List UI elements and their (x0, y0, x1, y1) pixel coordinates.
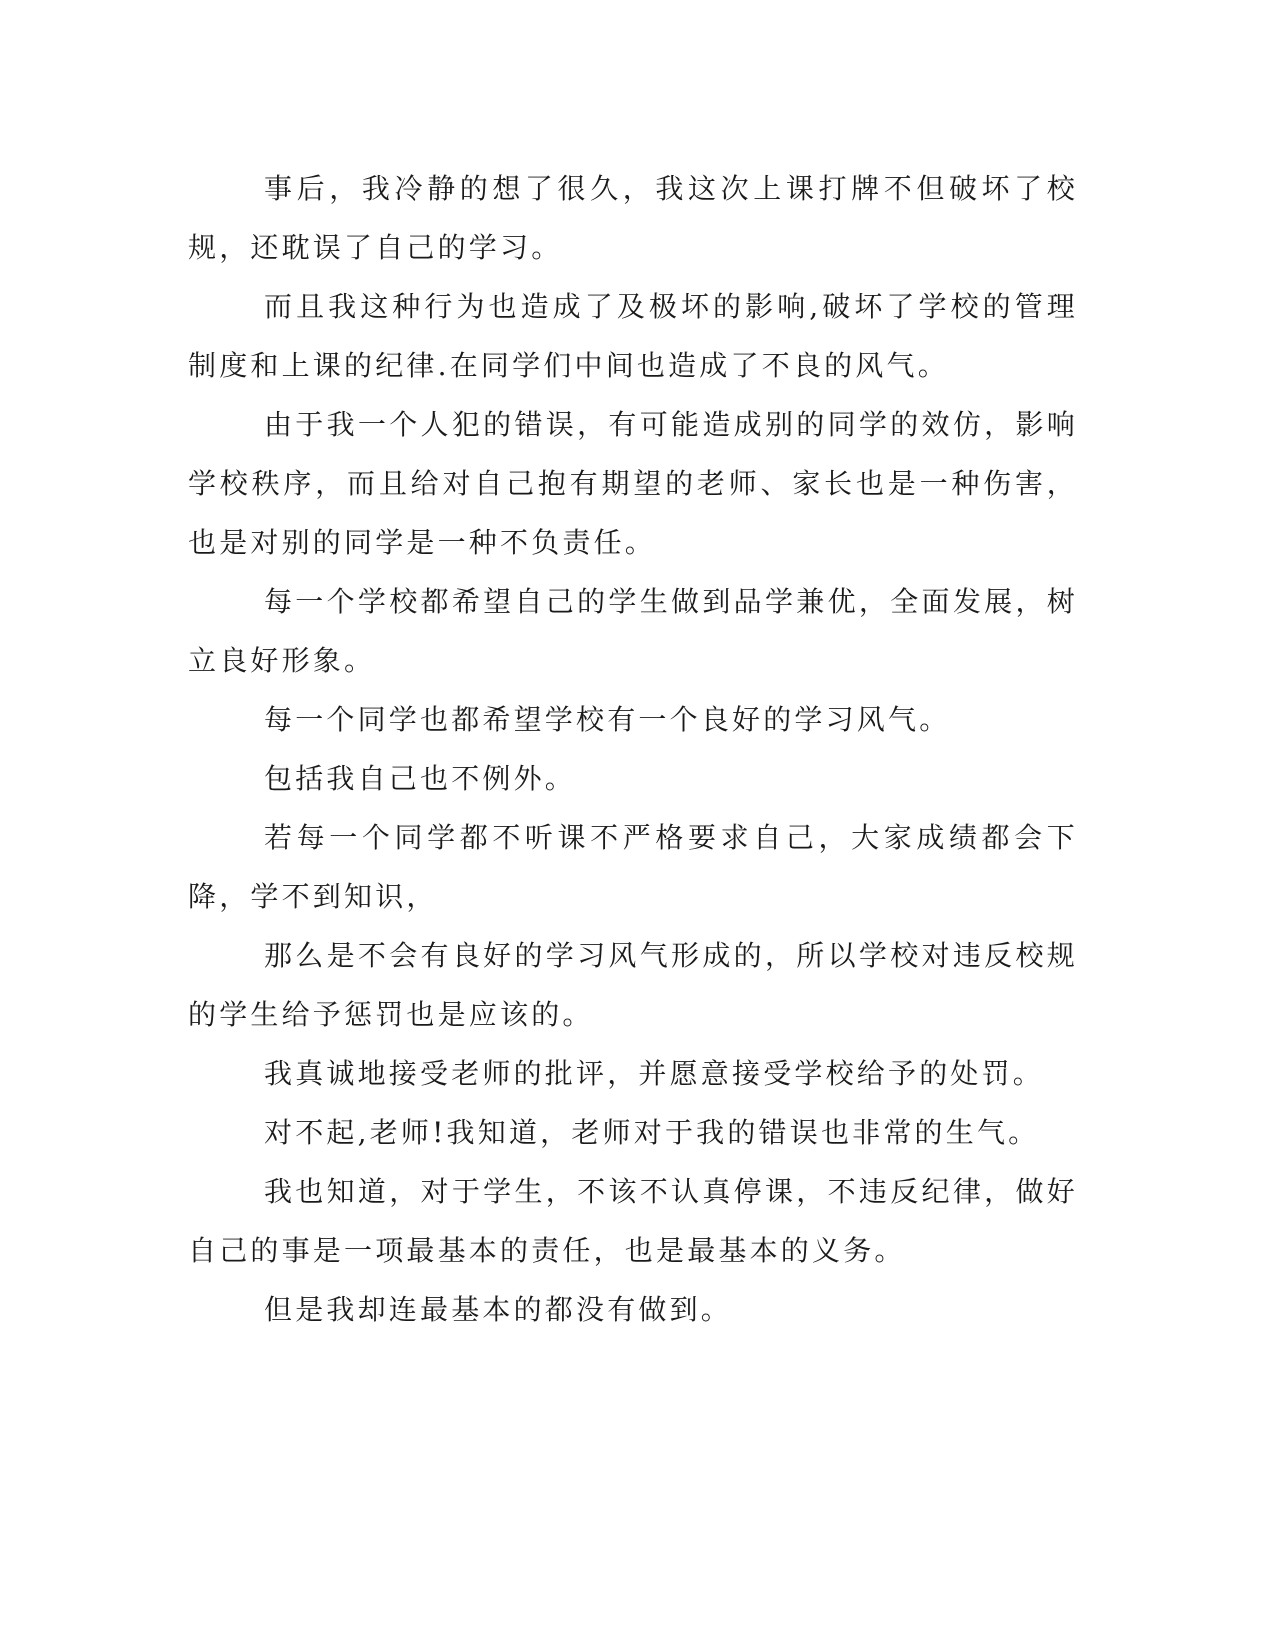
paragraph-12: 但是我却连最基本的都没有做到。 (264, 1293, 733, 1326)
paragraph-10: 对不起,老师!我知道，老师对于我的错误也非常的生气。 (264, 1116, 1040, 1149)
paragraph-7: 若每一个同学都不听课不严格要求自己，大家成绩都会下降，学不到知识， (188, 821, 1078, 913)
paragraph-6: 包括我自己也不例外。 (264, 762, 577, 795)
paragraph-2: 而且我这种行为也造成了及极坏的影响,破坏了学校的管理制度和上课的纪律.在同学们中间也造成了不良的风气。 (188, 290, 1078, 382)
paragraph-8: 那么是不会有良好的学习风气形成的，所以学校对违反校规的学生给予惩罚也是应该的。 (188, 939, 1078, 1031)
paragraph-1: 事后，我冷静的想了很久，我这次上课打牌不但破坏了校规，还耽误了自己的学习。 (188, 172, 1078, 264)
paragraph-5: 每一个同学也都希望学校有一个良好的学习风气。 (264, 703, 951, 736)
paragraph-3: 由于我一个人犯的错误，有可能造成别的同学的效仿，影响学校秩序，而且给对自己抱有期望的老师、家长也是一种伤害，也是对别的同学是一种不负责任。 (188, 408, 1078, 559)
paragraph-11: 我也知道，对于学生，不该不认真停课，不违反纪律，做好自己的事是一项最基本的责任，也是最基本的义务。 (188, 1175, 1078, 1267)
paragraph-4: 每一个学校都希望自己的学生做到品学兼优，全面发展，树立良好形象。 (188, 585, 1078, 677)
document-body (188, 159, 1078, 1339)
paragraph-9: 我真诚地接受老师的批评，并愿意接受学校给予的处罚。 (264, 1057, 1045, 1090)
